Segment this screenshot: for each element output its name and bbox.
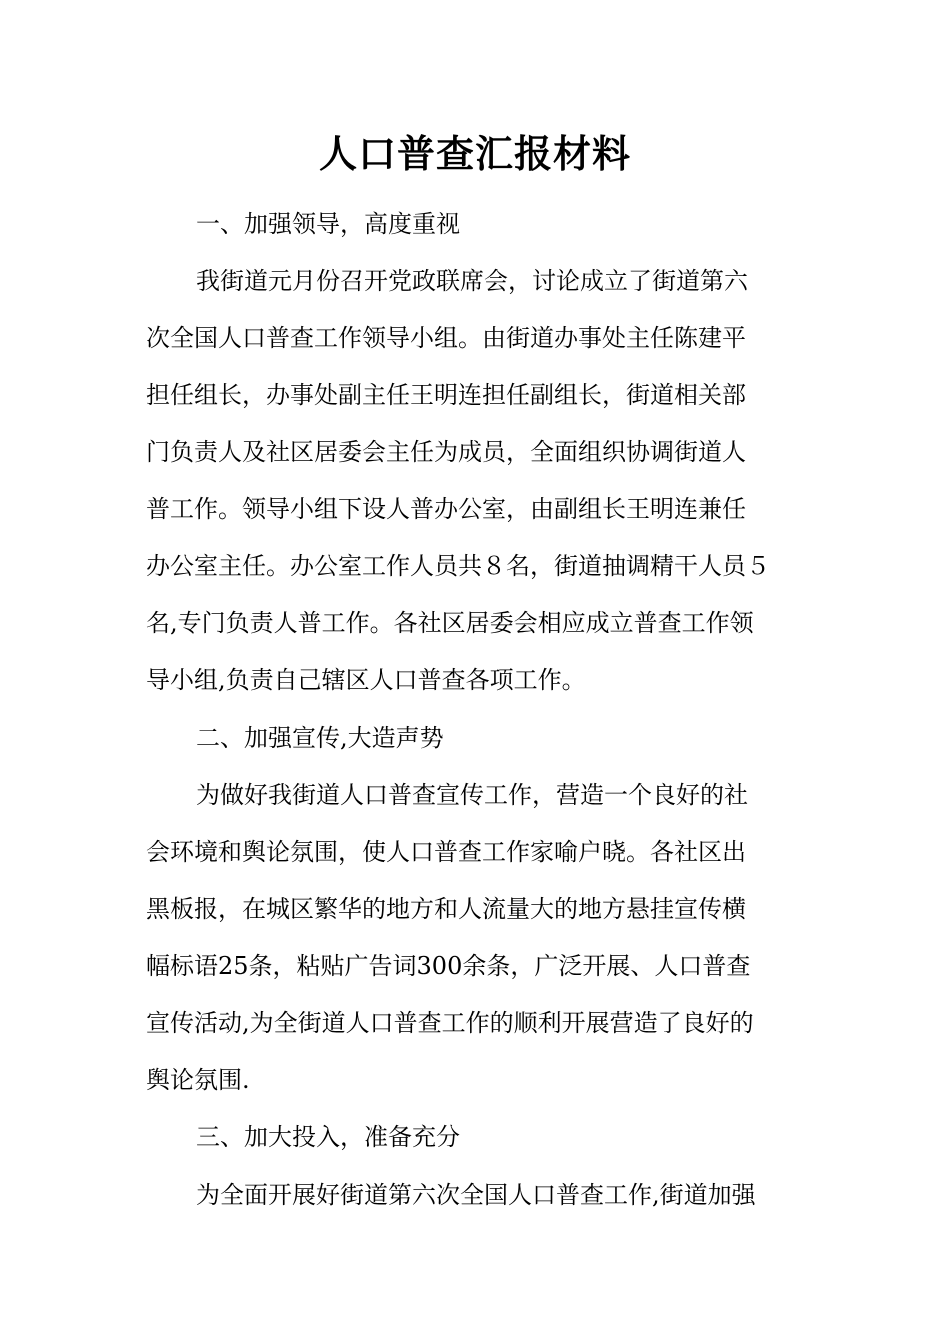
paragraph-line: 次全国人口普查工作领导小组。由街道办事处主任陈建平: [146, 324, 746, 352]
paragraph-line: 担任组长，办事处副主任王明连担任副组长，街道相关部: [146, 381, 746, 409]
paragraph-line: 黑板报，在城区繁华的地方和人流量大的地方悬挂宣传横: [146, 895, 746, 923]
paragraph-line: 舆论氛围.: [146, 1066, 250, 1094]
paragraph-line: 我街道元月份召开党政联席会，讨论成立了街道第六: [196, 267, 748, 295]
paragraph-line: 幅标语25条，粘贴广告词300余条，广泛开展、人口普查: [146, 952, 751, 980]
section-heading-1: 一、加强领导，高度重视: [196, 210, 460, 238]
document-title: 人口普查汇报材料: [318, 131, 631, 176]
paragraph-line: 会环境和舆论氛围，使人口普查工作家喻户晓。各社区出: [146, 838, 746, 866]
paragraph-line: 门负责人及社区居委会主任为成员，全面组织协调街道人: [146, 438, 746, 466]
paragraph-line: 办公室主任。办公室工作人员共８名，街道抽调精干人员５: [146, 552, 770, 580]
paragraph-line: 为做好我街道人口普查宣传工作，营造一个良好的社: [196, 781, 748, 809]
paragraph-line: 名,专门负责人普工作。各社区居委会相应成立普查工作领: [146, 609, 754, 637]
paragraph-line: 导小组,负责自己辖区人口普查各项工作。: [146, 666, 586, 694]
paragraph-line: 为全面开展好街道第六次全国人口普查工作,街道加强: [196, 1181, 756, 1209]
section-heading-2: 二、加强宣传,大造声势: [196, 724, 444, 752]
section-heading-3: 三、加大投入，准备充分: [196, 1123, 460, 1151]
paragraph-line: 宣传活动,为全街道人口普查工作的顺利开展营造了良好的: [146, 1009, 754, 1037]
paragraph-line: 普工作。领导小组下设人普办公室，由副组长王明连兼任: [146, 495, 746, 523]
